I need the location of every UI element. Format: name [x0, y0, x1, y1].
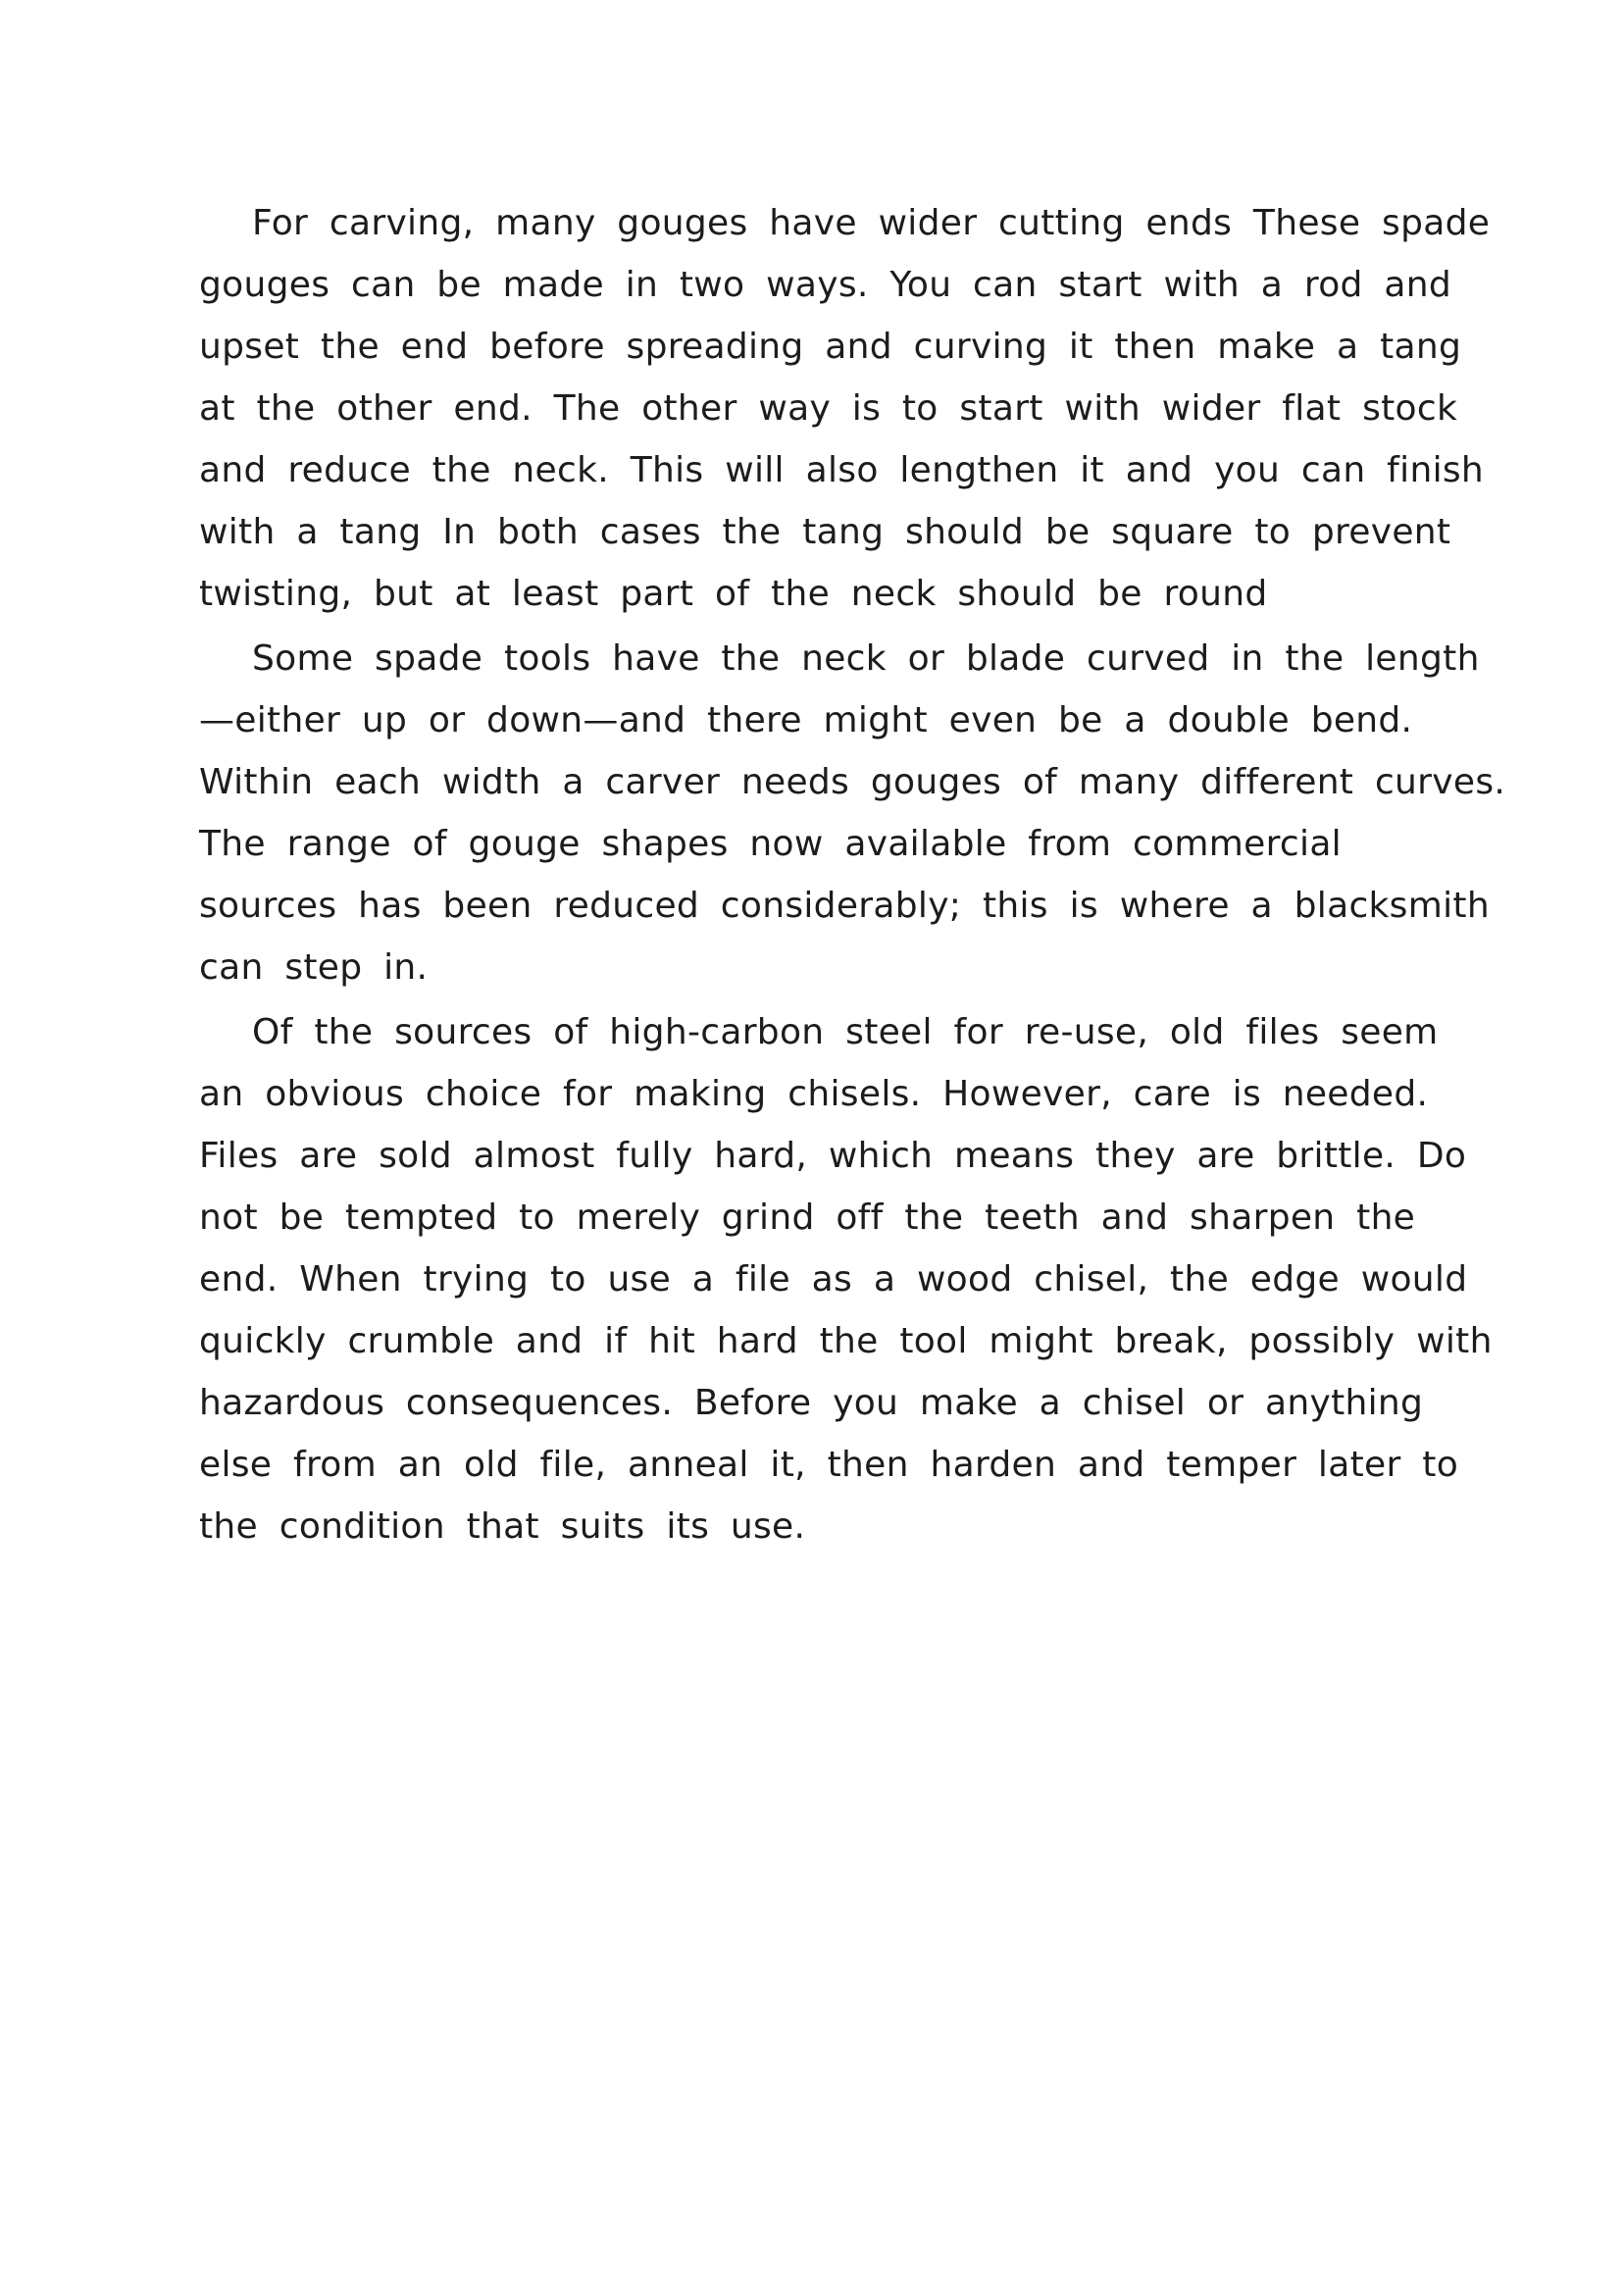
text-line: else from an old file, anneal it, then harden and temper later to: [199, 1445, 1459, 1485]
text-line: end. When trying to use a file as a wood chisel, the edge would: [199, 1259, 1468, 1300]
text-line: upset the end before spreading and curving it then make a tang: [199, 327, 1462, 367]
text-line: Files are sold almost fully hard, which means they are brittle. Do: [199, 1136, 1467, 1176]
text-line: quickly crumble and if hit hard the tool might break, possibly with: [199, 1321, 1493, 1361]
text-line: gouges can be made in two ways. You can start with a rod and: [199, 265, 1452, 305]
text-line: not be tempted to merely grind off the teeth and sharpen the: [199, 1198, 1416, 1238]
paragraph-old-files: [199, 1001, 1493, 1557]
paragraph-curved-tools: [199, 628, 1506, 998]
body-text: [199, 192, 1506, 1560]
text-line: an obvious choice for making chisels. However, care is needed.: [199, 1074, 1429, 1114]
text-line: For carving, many gouges have wider cutting ends These spade: [252, 203, 1491, 243]
text-line: with a tang In both cases the tang should be square to prevent: [199, 512, 1451, 552]
text-line: twisting, but at least part of the neck should be round: [199, 574, 1268, 614]
text-line: at the other end. The other way is to start with wider flat stock: [199, 388, 1458, 429]
text-line: sources has been reduced considerably; this is where a blacksmith: [199, 886, 1490, 926]
text-line: and reduce the neck. This will also lengthen it and you can finish: [199, 450, 1485, 490]
paragraph-spade-gouges: [199, 192, 1491, 625]
text-line: Within each width a carver needs gouges of many different curves.: [199, 762, 1506, 802]
text-line: —either up or down—and there might even be a double bend.: [199, 700, 1413, 740]
text-line: The range of gouge shapes now available from commercial: [199, 824, 1342, 864]
text-line: can step in.: [199, 947, 429, 988]
text-line: Some spade tools have the neck or blade curved in the length: [252, 638, 1480, 679]
text-line: the condition that suits its use.: [199, 1506, 806, 1547]
text-line: Of the sources of high-carbon steel for re-use, old files seem: [252, 1012, 1439, 1052]
text-line: hazardous consequences. Before you make a chisel or anything: [199, 1383, 1424, 1423]
